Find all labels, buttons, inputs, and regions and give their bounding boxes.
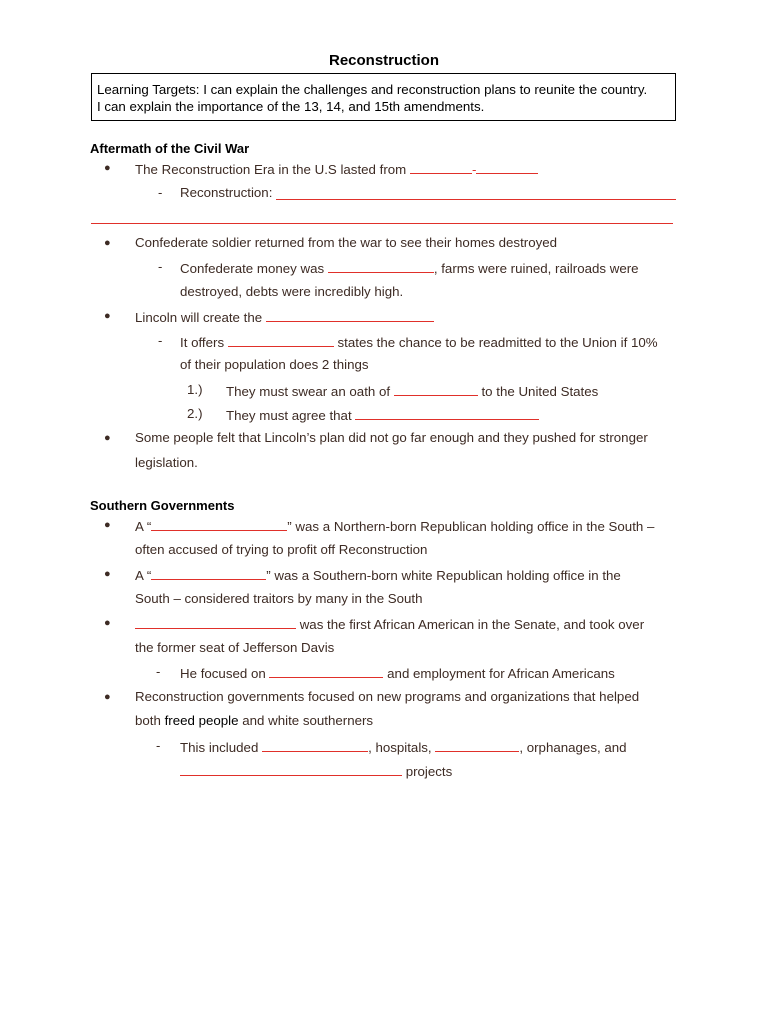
item-number-2: 2.) bbox=[187, 406, 203, 421]
fill-blank-carpetbagger[interactable] bbox=[151, 517, 287, 531]
bullet-icon: ● bbox=[104, 691, 111, 703]
lincoln-text: Lincoln will create the bbox=[135, 310, 263, 325]
fill-blank-agree[interactable] bbox=[355, 406, 539, 420]
scalawag-text-post: ” was a Southern-born white Republican holding office in the bbox=[266, 568, 621, 583]
oath-text-pre: They must swear an oath of bbox=[226, 384, 391, 399]
learning-target-1: Learning Targets: I can explain the challenges and reconstruction plans to reunite the country. bbox=[97, 82, 648, 97]
page-title: Reconstruction bbox=[328, 52, 439, 69]
bullet-icon: ● bbox=[104, 568, 111, 580]
fill-blank-projects[interactable] bbox=[180, 762, 402, 776]
fill-blank-offers[interactable] bbox=[228, 333, 334, 347]
fill-blank-included-1[interactable] bbox=[262, 738, 368, 752]
bullet-icon: ● bbox=[104, 519, 111, 531]
era-dash: - bbox=[471, 162, 477, 177]
freed-people-text: freed people bbox=[164, 713, 239, 728]
offers-text-pre: It offers bbox=[180, 335, 225, 350]
bullet-icon: ● bbox=[104, 162, 111, 174]
focused-text-post: and employment for African Americans bbox=[387, 666, 615, 681]
fill-blank-scalawag[interactable] bbox=[151, 566, 266, 580]
senate-text-post: was the first African American in the Senate, and took over bbox=[299, 617, 645, 632]
dash-icon: - bbox=[158, 259, 163, 274]
list-item-era bbox=[135, 160, 538, 177]
section-heading-aftermath: Aftermath of the Civil War bbox=[90, 141, 250, 156]
offers-text-post: states the chance to be readmitted to the Union if 10% bbox=[337, 335, 658, 350]
money-line-2: destroyed, debts were incredibly high. bbox=[180, 284, 404, 299]
bullet-icon: ● bbox=[104, 310, 111, 322]
fill-blank-reconstruction-2[interactable] bbox=[91, 223, 673, 224]
bullet-icon: ● bbox=[104, 432, 111, 444]
fill-blank-focused[interactable] bbox=[269, 664, 383, 678]
carpetbagger-text-post: ” was a Northern-born Republican holding office in the South – bbox=[287, 519, 655, 534]
list-item-money bbox=[180, 259, 639, 276]
fill-blank-era-end[interactable] bbox=[476, 160, 538, 174]
list-item-scalawag bbox=[135, 566, 621, 583]
item-number-1: 1.) bbox=[187, 382, 203, 397]
list-item-offers bbox=[180, 333, 658, 350]
reconstruction-label: Reconstruction: bbox=[180, 185, 273, 200]
money-text-post: , farms were ruined, railroads were bbox=[433, 261, 639, 276]
senate-line-2: the former seat of Jefferson Davis bbox=[135, 640, 335, 655]
scalawag-line-2: South – considered traitors by many in the South bbox=[135, 591, 423, 606]
section-heading-southern-governments: Southern Governments bbox=[90, 498, 235, 513]
list-item-senate bbox=[135, 615, 644, 632]
list-item-agree bbox=[226, 406, 539, 423]
included-text-orphanages: , orphanages, and bbox=[519, 740, 627, 755]
dash-icon: - bbox=[158, 333, 163, 348]
focused-text-pre: He focused on bbox=[180, 666, 266, 681]
governments-text-pre: both bbox=[135, 713, 161, 728]
learning-target-2: I can explain the importance of the 13, 14, and 15th amendments. bbox=[97, 99, 485, 114]
projects-text: projects bbox=[405, 764, 453, 779]
carpetbagger-line-2: often accused of trying to profit off Reconstruction bbox=[135, 542, 428, 557]
learning-targets-box bbox=[91, 73, 676, 121]
dash-icon: - bbox=[158, 185, 163, 200]
list-item-included bbox=[180, 738, 627, 755]
agree-text-pre: They must agree that bbox=[226, 408, 352, 423]
dash-icon: - bbox=[156, 738, 161, 753]
list-item-felt-line-1: Some people felt that Lincoln’s plan did not go far enough and they pushed for stronger bbox=[135, 430, 648, 445]
list-item-felt-line-2: legislation. bbox=[135, 455, 198, 470]
list-item-carpetbagger bbox=[135, 517, 654, 534]
list-item-governments-line-2 bbox=[135, 713, 373, 728]
bullet-icon: ● bbox=[104, 617, 111, 629]
included-text-hospitals: , hospitals, bbox=[368, 740, 432, 755]
bullet-icon: ● bbox=[104, 237, 111, 249]
list-item-focused bbox=[180, 664, 615, 681]
money-text-pre: Confederate money was bbox=[180, 261, 325, 276]
fill-blank-included-2[interactable] bbox=[435, 738, 519, 752]
fill-blank-lincoln-plan[interactable] bbox=[266, 308, 434, 322]
fill-blank-era-start[interactable] bbox=[410, 160, 472, 174]
list-item-projects bbox=[180, 762, 452, 779]
era-text: The Reconstruction Era in the U.S lasted from bbox=[135, 162, 407, 177]
fill-blank-money[interactable] bbox=[328, 259, 434, 273]
list-item-oath bbox=[226, 382, 598, 399]
dash-icon: - bbox=[156, 664, 161, 679]
fill-blank-senator[interactable] bbox=[135, 615, 296, 629]
offers-line-2: of their population does 2 things bbox=[180, 357, 369, 372]
oath-text-post: to the United States bbox=[481, 384, 599, 399]
list-item-soldier: Confederate soldier returned from the war to see their homes destroyed bbox=[135, 235, 558, 250]
fill-blank-reconstruction-1[interactable] bbox=[276, 199, 676, 200]
scalawag-text-pre: A “ bbox=[135, 568, 152, 583]
carpetbagger-text-pre: A “ bbox=[135, 519, 152, 534]
list-item-lincoln bbox=[135, 308, 434, 325]
list-item-governments-line-1: Reconstruction governments focused on new programs and organizations that helped bbox=[135, 689, 640, 704]
governments-text-post: and white southerners bbox=[242, 713, 374, 728]
included-text-pre: This included bbox=[180, 740, 259, 755]
fill-blank-oath[interactable] bbox=[394, 382, 478, 396]
